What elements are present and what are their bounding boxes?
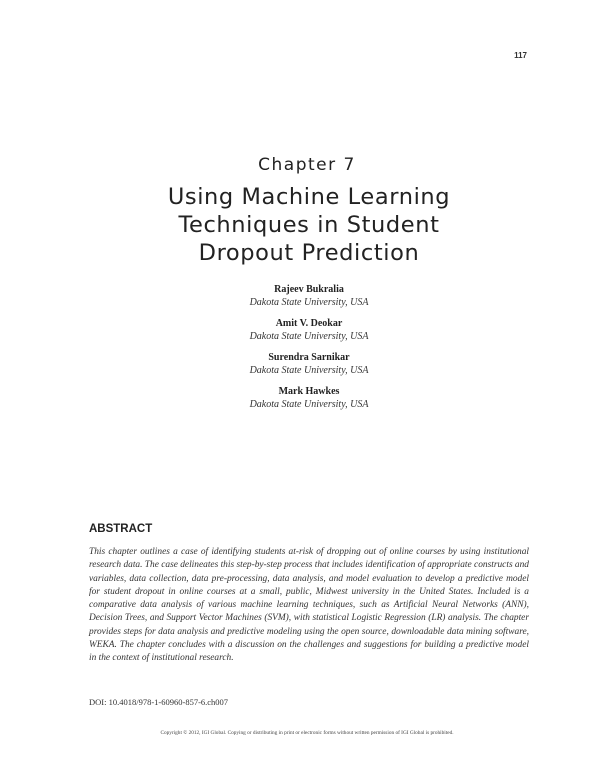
author-block — [0, 385, 600, 419]
author-affiliation: Dakota State University, USA — [249, 399, 369, 410]
author-name: Amit V. Deokar — [275, 318, 343, 329]
chapter-title — [0, 183, 600, 267]
author-affiliation: Dakota State University, USA — [249, 297, 369, 308]
page-number: 117 — [514, 51, 527, 60]
author-affiliation: Dakota State University, USA — [249, 365, 369, 376]
abstract-heading: ABSTRACT — [89, 523, 153, 535]
abstract-text: This chapter outlines a case of identifying students at-risk of dropping out of online courses by using institutional research data. The case delineates this step-by-step process that includes identification of appropriate constructs and variables, data collection, data pre-processing, data analysis, and model evaluation to develop a predictive model for student dropout in online courses at a small, public, Midwest university in the United States. Included is a comparative data analysis of various machine learning techniques, such as Artificial Neural Networks (ANN), Decision Trees, and Support Vector Machines (SVM), with statistical Logistic Regression (LR) analysis. The chapter provides steps for data analysis and predictive modeling using the open source, downloadable data mining software, WEKA. The chapter concludes with a discussion on the challenges and suggestions for building a predictive model in the context of institutional research. — [89, 547, 529, 664]
author-block — [0, 351, 600, 385]
chapter-title-line: Dropout Prediction — [198, 240, 420, 266]
author-affiliation: Dakota State University, USA — [249, 331, 369, 342]
author-name: Surendra Sarnikar — [268, 352, 350, 363]
author-block — [0, 317, 600, 351]
copyright-notice: Copyright © 2012, IGI Global. Copying or distributing in print or electronic forms without written permission of IGI Global is prohibited. — [160, 730, 454, 736]
doi-link[interactable]: DOI: 10.4018/978-1-60960-857-6.ch007 — [89, 697, 229, 707]
chapter-title-line: Using Machine Learning — [167, 184, 451, 210]
author-name: Mark Hawkes — [278, 386, 340, 397]
chapter-title-line: Techniques in Student — [178, 212, 440, 238]
author-block — [0, 283, 600, 317]
author-list — [0, 283, 600, 419]
chapter-label: Chapter 7 — [258, 155, 356, 175]
author-name: Rajeev Bukralia — [274, 284, 344, 295]
